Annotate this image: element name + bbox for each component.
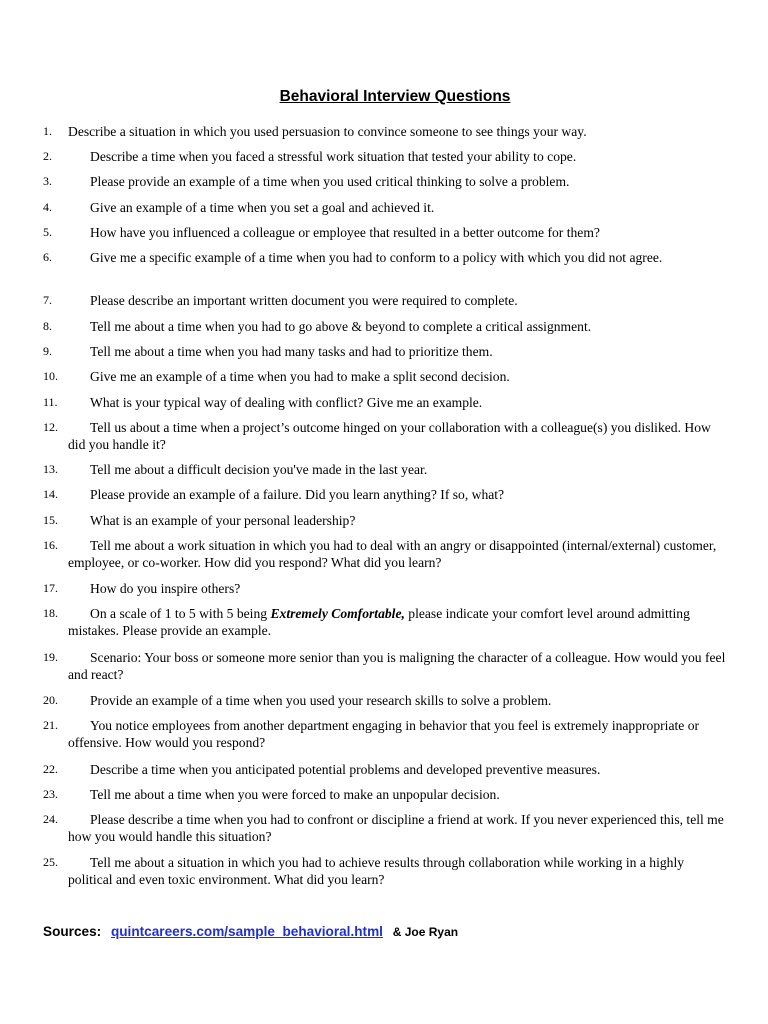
list-item-number: 5. — [43, 225, 52, 239]
list-item-number: 8. — [43, 319, 52, 333]
list-item-content: Tell me about a work situation in which you had to deal with an angry or disappointed (internal/external) customer, employee, or co-worker. How did you respond? What did you learn? — [68, 538, 717, 570]
document-title: Behavioral Interview Questions — [279, 88, 511, 105]
list-item-text — [68, 343, 728, 360]
list-item-text — [68, 486, 728, 503]
list-item-content: What is your typical way of dealing with conflict? Give me an example. — [90, 395, 483, 410]
list-item-text — [68, 580, 728, 597]
list-item-text — [68, 292, 728, 309]
list-item-content: Tell us about a time when a project’s outcome hinged on your collaboration with a colleague(s) you disliked. How did you handle it? — [68, 420, 711, 452]
list-item-number: 14. — [43, 487, 58, 501]
list-item-number: 22. — [43, 762, 58, 776]
list-item-text — [68, 419, 728, 453]
list-item-content: What is an example of your personal leadership? — [90, 513, 356, 528]
sources-label: Sources: — [43, 924, 102, 939]
list-item-text — [68, 811, 728, 845]
sources-link[interactable]: quintcareers.com/sample_behavioral.html — [110, 924, 383, 939]
list-item-number: 10. — [43, 369, 58, 383]
list-item-number: 6. — [43, 250, 52, 264]
list-item-content: How have you influenced a colleague or employee that resulted in a better outcome for them? — [90, 225, 600, 240]
list-item-content: Give an example of a time when you set a goal and achieved it. — [90, 200, 435, 215]
list-item-number: 20. — [43, 693, 58, 707]
list-item-number: 11. — [43, 395, 58, 409]
list-item-text — [68, 394, 728, 411]
list-item-number: 18. — [43, 606, 58, 620]
list-item-content: Please describe an important written document you were required to complete. — [90, 293, 518, 308]
list-item-number: 13. — [43, 462, 58, 476]
list-item-content: You notice employees from another department engaging in behavior that you feel is extremely inappropriate or offensive. How would you respond? — [68, 718, 700, 750]
list-item-number: 4. — [43, 200, 52, 214]
list-item-number: 1. — [43, 124, 52, 138]
list-item-text — [68, 786, 728, 803]
list-item-content: Give me a specific example of a time when you had to conform to a policy with which you did not agree. — [90, 250, 663, 265]
list-item-content: Give me an example of a time when you had to make a split second decision. — [90, 369, 510, 384]
list-item-number: 12. — [43, 420, 58, 434]
list-item-text — [68, 224, 728, 241]
list-item-text — [68, 148, 728, 165]
list-item-content: Please provide an example of a failure. Did you learn anything? If so, what? — [90, 487, 505, 502]
list-item-content: Tell me about a time when you had to go above & beyond to complete a critical assignment. — [90, 319, 592, 334]
list-item-content: Tell me about a situation in which you had to achieve results through collaboration while working in a highly political and even toxic environment. What did you learn? — [68, 855, 685, 887]
list-item-text — [68, 461, 728, 478]
list-item-number: 16. — [43, 538, 58, 552]
list-item-text-pre: On a scale of 1 to 5 with 5 being — [90, 606, 271, 621]
list-item-text — [68, 123, 728, 140]
list-item-number: 3. — [43, 174, 52, 188]
list-item-content: Describe a situation in which you used persuasion to convince someone to see things your way. — [68, 124, 587, 139]
sources-extra: & Joe Ryan — [392, 925, 459, 939]
list-item-text — [68, 717, 728, 751]
list-item-emphasis: Extremely Comfortable, — [270, 606, 405, 621]
list-item-text — [68, 173, 728, 190]
sources-line — [43, 924, 458, 939]
list-item-text — [68, 854, 728, 888]
list-item-content: Tell me about a time when you were forced to make an unpopular decision. — [90, 787, 500, 802]
list-item-text — [68, 692, 728, 709]
list-item-content: Tell me about a difficult decision you've made in the last year. — [90, 462, 428, 477]
list-item-number: 9. — [43, 344, 52, 358]
list-item-text — [68, 249, 728, 266]
list-item-content: Scenario: Your boss or someone more senior than you is maligning the character of a colleague. How would you feel and react? — [68, 650, 726, 682]
list-item-content: Provide an example of a time when you used your research skills to solve a problem. — [90, 693, 552, 708]
list-item-number: 19. — [43, 650, 58, 664]
list-item-number: 23. — [43, 787, 58, 801]
list-item-number: 25. — [43, 855, 58, 869]
list-item-number: 2. — [43, 149, 52, 163]
list-item-text — [68, 761, 728, 778]
list-item-content: Please describe a time when you had to confront or discipline a friend at work. If you never experienced this, tell me how you would handle this situation? — [68, 812, 724, 844]
list-item-text — [68, 512, 728, 529]
list-item-text — [68, 605, 728, 639]
list-item-number: 21. — [43, 718, 58, 732]
list-item-text-post: please indicate your comfort level around admitting mistakes. Please provide an example. — [68, 606, 690, 638]
list-item-content: Describe a time when you faced a stressful work situation that tested your ability to cope. — [90, 149, 577, 164]
list-item-text — [68, 649, 728, 683]
list-item-text — [68, 537, 728, 571]
list-item-text — [68, 199, 728, 216]
list-item-text — [68, 318, 728, 335]
list-item-number: 24. — [43, 812, 58, 826]
list-item-content: Please provide an example of a time when you used critical thinking to solve a problem. — [90, 174, 570, 189]
list-item-text — [68, 368, 728, 385]
list-item-content: How do you inspire others? — [90, 581, 241, 596]
list-item-content: Tell me about a time when you had many tasks and had to prioritize them. — [90, 344, 493, 359]
list-item-content: Describe a time when you anticipated potential problems and developed preventive measures. — [90, 762, 601, 777]
list-item-number: 17. — [43, 581, 58, 595]
list-item-number: 7. — [43, 293, 52, 307]
list-item-number: 15. — [43, 513, 58, 527]
